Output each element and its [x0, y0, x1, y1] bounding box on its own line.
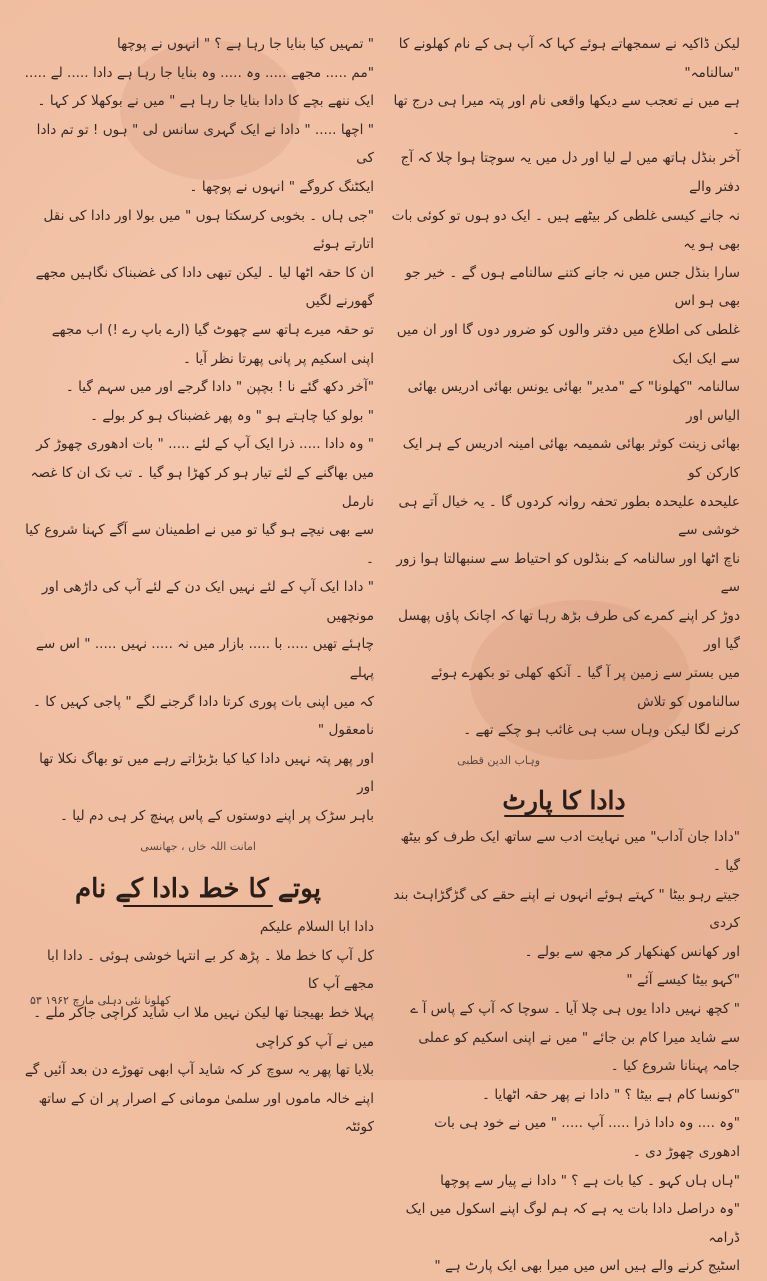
text-line: ناچ اٹھا اور سالنامہ کے بنڈلوں کو احتیاط سے سنبھالتا ہوا زور سے [396, 550, 740, 596]
text-line: باہر سڑک پر اپنے دوستوں کے پاس پہنچ کر ہی دم لیا ۔ [60, 808, 374, 825]
text-line: " کچھ نہیں دادا یوں ہی چلا آیا ۔ سوچا کہ آپ کے پاس آ ے [410, 1001, 740, 1017]
text-line: آخر بنڈل ہاتھ میں لے لیا اور دل میں یہ سوچتا ہوا چلا کہ آج دفتر والے [400, 150, 740, 195]
text-line: کرنے لگا لیکن وہاں سب ہی غائب ہو چکے تھے ۔ [463, 722, 740, 739]
left-column [22, 30, 374, 1142]
text-line: علیحدہ علیحدہ بطور تحفہ روانہ کردوں گا ۔ یہ خیال آتے ہی خوشی سے [398, 493, 740, 539]
heading-underline [504, 815, 624, 817]
story-end [388, 30, 740, 745]
text-line: اور کھانس کھنکھار کر مجھ سے بولے ۔ [524, 943, 740, 960]
article-heading [388, 779, 740, 817]
text-line: بھائی زینت کوثر بھائی شمیمہ بھائی امینہ ادریس کے ہر ایک کارکن کو [402, 436, 740, 481]
text-line: "وہ .... وہ دادا ذرا ..... آپ ..... " میں نے خود ہی بات [434, 1115, 740, 1132]
text-line: "وہ دراصل دادا بات یہ ہے کہ ہم لوگ اپنے اسکول میں ایک ڈرامہ [405, 1201, 740, 1246]
text-line: میں بھاگنے کے لئے تیار ہو کر کھڑا ہو گیا ۔ تب تک ان کا غصہ نارمل [30, 464, 374, 510]
text-line: نہ جانے کیسی غلطی کر بیٹھے ہیں ۔ ایک دو ہوں تو کوئی بات بھی ہو یہ [391, 207, 740, 253]
author-credit: وہاب الدین قطبی [457, 753, 540, 767]
text-line: " اچھا ..... " دادا نے ایک گہری سانس لی " ہوں ! تو تم دادا کی [36, 121, 374, 167]
text-line: "ہاں ہاں کہو ۔ کیا بات ہے ؟ " دادا نے پیار سے پوچھا [440, 1172, 740, 1189]
text-line: اور پھر پتہ نہیں دادا کیا کیا بڑبڑاتے رہے میں تو بھاگ نکلا تھا اور [39, 750, 374, 796]
text-line: " وہ دادا ..... ذرا ایک آپ کے لئے ..... " بات ادھوری چھوڑ کر [36, 436, 374, 453]
text-line: چاہئے تھیں ..... با ..... بازار میں نہ ..... نہیں ..... " اس سے پہلے [35, 636, 374, 682]
text-line: سے شاید میرا کام بن جائے " میں نے اپنی اسکیم کو عملی جامہ پہنانا شروع کیا ۔ [418, 1029, 740, 1075]
letter-salutation: دادا ابا السلام علیکم [259, 919, 374, 936]
text-line: "دادا جان آداب" میں نہایت ادب سے ساتھ ایک طرف کو بیٹھ گیا ۔ [400, 829, 740, 875]
text-line: میں بستر سے زمین پر آ گیا ۔ آنکھ کھلی تو بکھرے ہوئے سالناموں کو تلاش [430, 665, 740, 710]
text-line: کہ میں اپنی بات پوری کرتا دادا گرجنے لگے " پاجی کہیں کا ۔ نامعقول " [32, 693, 374, 739]
text-line: لیکن ڈاکیہ نے سمجھاتے ہوئے کہا کہ آپ ہی کے نام کھلونے کا "سالنامہ" [398, 36, 740, 81]
text-line: ہے میں نے تعجب سے دیکھا واقعی نام اور پتہ میرا ہی درج تھا ۔ [393, 93, 740, 138]
text-line: " بولو کیا چاہتے ہو " وہ پھر غضبناک ہو کر بولے ۔ [90, 407, 374, 424]
article-body [388, 823, 740, 1281]
text-line: "مم ..... مجھے ..... وہ ..... وہ بنایا جا رہا ہے دادا ..... لے ..... [24, 64, 374, 81]
text-line: تو حقہ میرے ہاتھ سے چھوٹ گیا (ارے باپ رے !) اب مجھے [51, 321, 374, 338]
text-line: اپنی اسکیم پر پانی پھرتا نظر آیا ۔ [183, 350, 374, 367]
heading-text: پوتے کا خط دادا کے نام [75, 874, 321, 905]
text-line: بلایا تھا پھر یہ سوچ کر کہ شاید آپ ابھی تھوڑے دن بعد آئیں گے [24, 1062, 374, 1079]
text-line: اسٹیج کرنے والے ہیں اس میں میرا بھی ایک پارٹ ہے " [434, 1258, 740, 1275]
heading-text: دادا کا پارٹ [502, 786, 626, 816]
text-line: پہلا خط بھیجنا تھا لیکن نہیں ملا اب شاید کراچی جاکر ملے ۔ میں نے آپ کو کراچی [33, 1005, 374, 1050]
author-credit: امانت اللہ خاں ، جھانسی [140, 839, 256, 853]
text-line: سے بھی نیچے ہو گیا تو میں نے اطمینان سے آگے کہنا شروع کیا ۔ [25, 522, 374, 567]
text-line: سالنامہ "کھلونا" کے "مدیر" بھائی یونس بھائی ادریس بھائی الیاس اور [407, 379, 740, 424]
text-line: سارا بنڈل جس میں نہ جانے کتنے سالنامے ہوں گے ۔ خیر جو بھی ہو اس [405, 264, 740, 310]
right-column [388, 30, 740, 1281]
page-footer: کھلونا نئی دہلی مارچ ۱۹۶۲ ۵۳ [30, 994, 171, 1007]
text-line: جیتے رہو بیٹا " کہتے ہوئے انہوں نے اپنے حقے کی گڑگڑاہٹ بند کردی [393, 886, 740, 932]
text-line: "کہو بیٹا کیسے آئے " [626, 972, 740, 989]
text-line: " دادا ایک آپ کے لئے نہیں ایک دن کے لئے آپ کی داڑھی اور مونچھیں [41, 579, 374, 624]
text-line: ایک ننھے بچے کا دادا بنایا جا رہا ہے " میں نے بوکھلا کر کہا ۔ [37, 93, 374, 110]
text-line: ایکٹنگ کروگے " انہوں نے پوچھا ۔ [189, 178, 374, 195]
text-line: "جی ہاں ۔ بخوبی کرسکتا ہوں " میں بولا اور دادا کی نقل اتارتے ہوئے [43, 207, 374, 253]
text-line: ادھوری چھوڑ دی ۔ [632, 1143, 740, 1160]
text-line: کل آپ کا خط ملا ۔ پڑھ کر بے انتہا خوشی ہوئی ۔ دادا ابا مجھے آپ کا [47, 947, 374, 993]
letter-body [22, 913, 374, 1142]
heading-underline [123, 905, 273, 907]
text-line: غلطی کی اطلاع میں دفتر والوں کو ضرور دوں گا اور ان میں سے ایک ایک [396, 321, 740, 367]
text-line: "کونسا کام ہے بیٹا ؟ " دادا نے پھر حقہ اٹھایا ۔ [482, 1086, 740, 1103]
text-line: دوڑ کر اپنے کمرے کی طرف بڑھ رہا تھا کہ اچانک پاؤں پھسل گیا اور [398, 607, 740, 653]
text-line: اپنے خالہ ماموں اور سلمیٰ مومانی کے اصرار پر ان کے ساتھ کوئٹہ [38, 1090, 374, 1136]
letter-heading [22, 865, 374, 907]
text-line: "آخر دکھ گئے نا ! بچپن " دادا گرجے اور میں سہم گیا ۔ [65, 379, 374, 396]
article-continuation [22, 30, 374, 831]
text-line: ان کا حقہ اٹھا لیا ۔ لیکن تبھی دادا کی غضبناک نگاہیں مجھے گھورنے لگیں [35, 264, 374, 310]
text-line: " تمہیں کیا بنایا جا رہا ہے ؟ " انہوں نے پوچھا [116, 36, 374, 52]
